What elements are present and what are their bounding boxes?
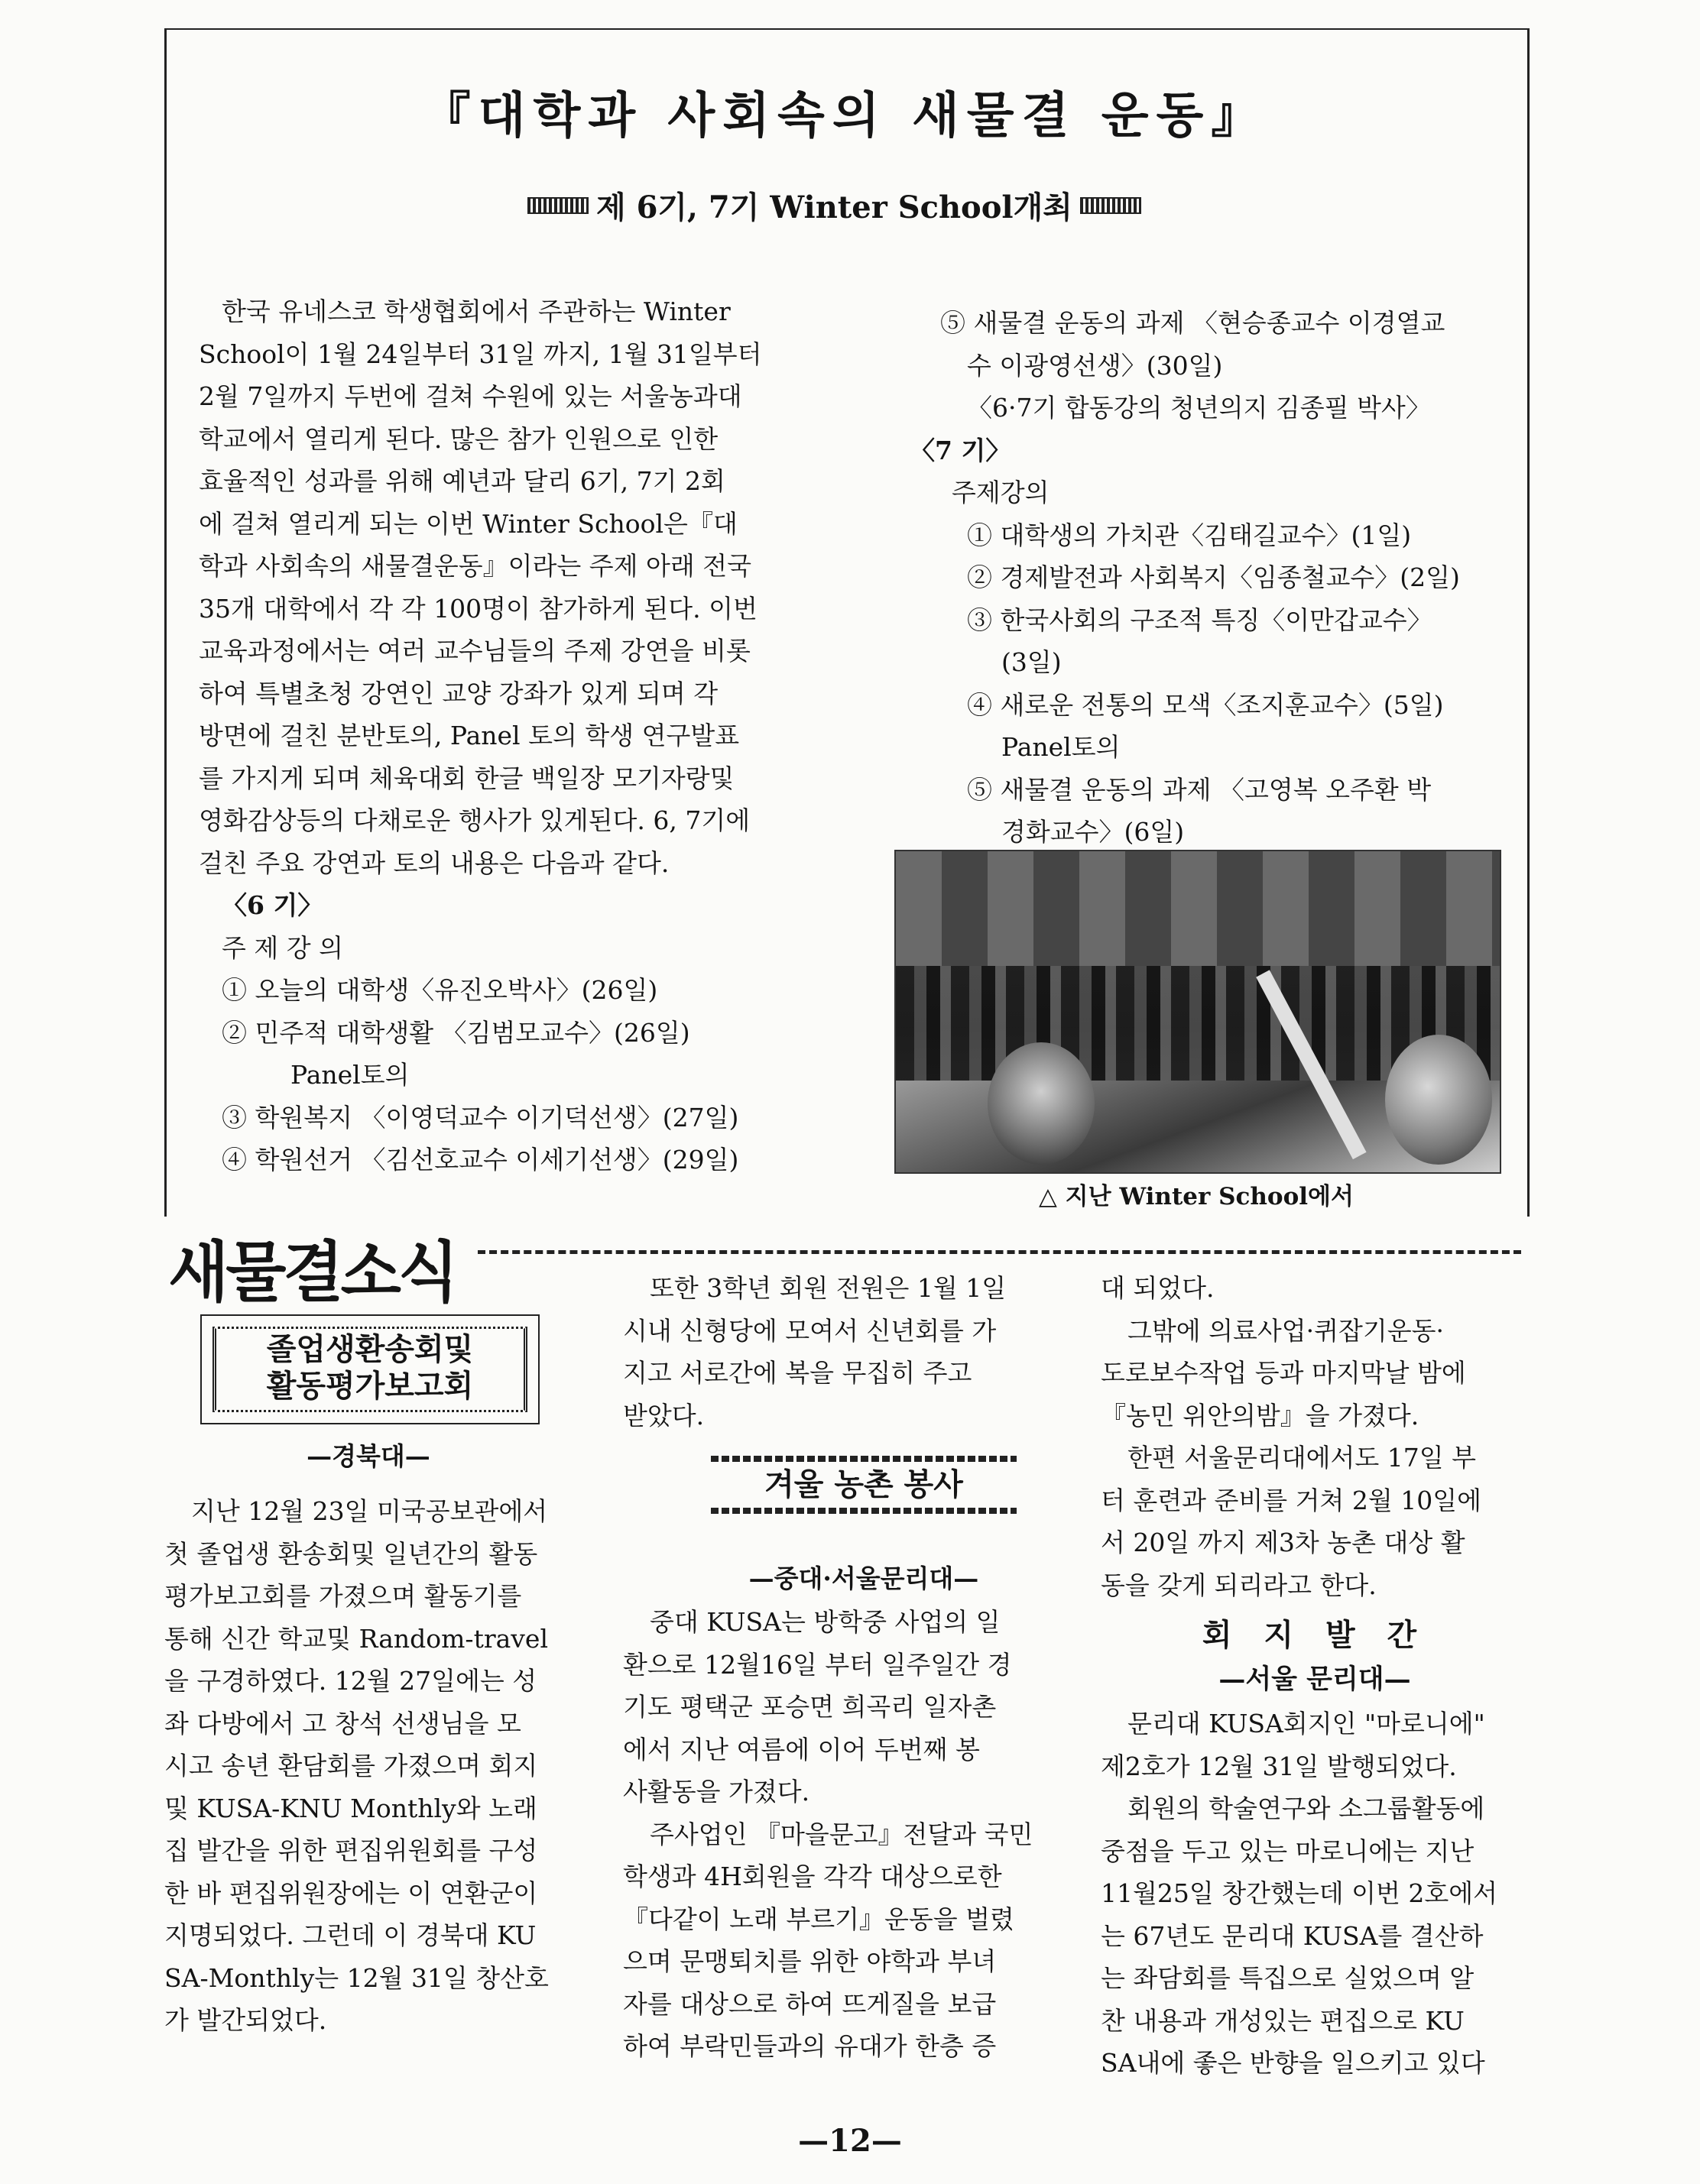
article-line: 및 KUSA-KNU Monthly와 노래 (164, 1793, 537, 1823)
article-line: 터 훈련과 준비를 거쳐 2월 10일에 (1101, 1485, 1481, 1515)
article-line: 가 발간되었다. (164, 2005, 327, 2035)
feature-left-column (199, 290, 826, 1181)
article-line: 자를 대상으로 하여 뜨게질을 보급 (623, 1988, 997, 2019)
article-line: 으며 문맹퇴치를 위한 야학과 부녀 (623, 1946, 997, 1976)
intro-line: 교육과정에서는 여러 교수님들의 주제 강연을 비롯 (199, 636, 751, 666)
gen6-lecture-item: Panel토의 (290, 1060, 410, 1090)
article-line: 통해 신간 학교및 Random-travel (164, 1623, 549, 1654)
gen6-heading: 〈6 기〉 (222, 890, 323, 920)
gen7-lecture-item: ③ 한국사회의 구조적 특징〈이만갑교수〉 (967, 604, 1432, 635)
article-line: 환으로 12월16일 부터 일주일간 경 (623, 1649, 1012, 1680)
article-line: 『다같이 노래 부르기』운동을 벌렸 (623, 1904, 1014, 1934)
gen6-lecture-item: 수 이광영선생〉(30일) (967, 350, 1223, 381)
gen7-lecture-item: ⑤ 새물결 운동의 과제 〈고영복 오주환 박 (967, 774, 1432, 805)
box-title-line: 졸업생환송회및 (266, 1332, 474, 1367)
section-divider (478, 1250, 1521, 1254)
winter-service-byline: —중대·서울문리대— (748, 1563, 979, 1593)
gen6-lecture-item: ③ 학원복지 〈이영덕교수 이기덕선생〉(27일) (222, 1102, 739, 1133)
intro-line: 하여 특별초청 강연인 교양 강좌가 있게 되며 각 (199, 678, 719, 708)
magazine-byline: —서울 문리대— (1218, 1664, 1411, 1695)
article-line: 대 되었다. (1101, 1273, 1215, 1303)
intro-line: 효율적인 성과를 위해 예년과 달리 6기, 7기 2회 (199, 466, 725, 496)
article-line: 서 20일 까지 제3차 농촌 대상 활 (1101, 1528, 1465, 1557)
article-line: 문리대 KUSA회지인 "마로니에" (1127, 1709, 1485, 1738)
gen7-lecture-item: (3일) (1001, 647, 1062, 677)
article-line: 그밖에 의료사업·퀴잡기운동· (1127, 1315, 1445, 1346)
gen7-lecture-item: ② 경제발전과 사회복지〈임종철교수〉(2일) (967, 562, 1460, 592)
photo-caption: △ 지난 Winter School에서 (1039, 1183, 1354, 1210)
article-line: 집 발간을 위한 편집위원회를 구성 (164, 1836, 538, 1865)
article-line: 을 구경하였다. 12월 27일에는 성 (164, 1666, 537, 1696)
article-line: 지명되었다. 그런데 이 경북대 KU (164, 1920, 537, 1950)
dotted-ornament-left (527, 197, 589, 214)
article-line: 중대 KUSA는 방학중 사업의 일 (650, 1607, 1001, 1637)
article-line: 하여 부락민들과의 유대가 한층 증 (623, 2031, 997, 2061)
article-line: 찬 내용과 개성있는 편집으로 KU (1101, 2005, 1465, 2036)
intro-line: School이 1월 24일부터 31일 까지, 1월 31일부터 (199, 339, 762, 369)
farewell-report-title-box (200, 1314, 540, 1424)
winter-service-heading: 겨울 농촌 봉사 (764, 1467, 963, 1502)
article-line: 는 좌담회를 특집으로 실었으며 알 (1101, 1963, 1475, 1993)
feature-right-column (910, 302, 1521, 854)
gen7-lecture-item: ④ 새로운 전통의 모색〈조지훈교수〉(5일) (967, 689, 1444, 720)
article-line: SA-Monthly는 12월 31일 창산호 (164, 1962, 549, 1993)
gen7-heading: 〈7 기〉 (910, 435, 1011, 465)
article-line: 에서 지난 여름에 이어 두번째 봉 (623, 1734, 980, 1764)
article-line: SA내에 좋은 반향을 일으키고 있다 (1101, 2048, 1485, 2078)
article-line: 시내 신형당에 모여서 신년회를 가 (623, 1315, 997, 1346)
gen7-subheading: 주제강의 (952, 478, 1050, 507)
joint-lecture-note: 〈6·7기 합동강의 청년의지 김종필 박사〉 (967, 393, 1431, 423)
intro-line: 영화감상등의 다채로운 행사가 있게된다. 6, 7기에 (199, 805, 751, 835)
gen6-subheading: 주 제 강 의 (222, 932, 343, 963)
article-line: 동을 갖게 되리라고 한다. (1101, 1570, 1377, 1600)
article-line: 기도 평택군 포승면 희곡리 일자촌 (623, 1692, 997, 1722)
gen6-lecture-item: ① 오늘의 대학생〈유진오박사〉(26일) (222, 975, 658, 1005)
article-line: 제2호가 12월 31일 발행되었다. (1101, 1751, 1457, 1781)
article-line: 주사업인 『마을문고』전달과 국민 (650, 1819, 1033, 1849)
article-line: 시고 송년 환담회를 가졌으며 회지 (164, 1751, 538, 1781)
gen7-lecture-item: ① 대학생의 가치관〈김태길교수〉(1일) (967, 520, 1412, 550)
article-line: 한 바 편집위원장에는 이 연환군이 (164, 1878, 538, 1908)
box-title-line: 활동평가보고회 (266, 1369, 474, 1404)
article-line: 좌 다방에서 고 창석 선생님을 모 (164, 1708, 521, 1738)
dotted-ornament-right (1080, 197, 1141, 214)
article-line: 학생과 4H회원을 각각 대상으로한 (623, 1862, 1002, 1891)
winter-school-photo (894, 850, 1501, 1174)
intro-line: 를 가지게 되며 체육대회 한글 백일장 모기자랑및 (199, 763, 735, 793)
feature-headline: 『대학과 사회속의 새물결 운동』 (421, 87, 1268, 144)
article-line: 『농민 위안의밤』을 가졌다. (1101, 1400, 1419, 1431)
article-line: 는 67년도 문리대 KUSA를 결산하 (1101, 1920, 1484, 1951)
article-line: 받았다. (623, 1400, 705, 1431)
article-line: 한편 서울문리대에서도 17일 부 (1127, 1443, 1476, 1473)
gen7-lecture-item: Panel토의 (1001, 732, 1121, 762)
intro-line: 에 걸쳐 열리게 되는 이번 Winter School은『대 (199, 508, 738, 539)
article-line: 도로보수작업 등과 마지막날 밤에 (1101, 1358, 1466, 1388)
intro-line: 2월 7일까지 두번에 걸쳐 수원에 있는 서울농과대 (199, 381, 742, 411)
gen7-lecture-item: 경화교수〉(6일) (1001, 817, 1185, 847)
article-line: 사활동을 가졌다. (623, 1777, 810, 1806)
article-line: 회원의 학술연구와 소그룹활동에 (1127, 1794, 1485, 1823)
winter-service-column (623, 1601, 1051, 2068)
intro-line: 한국 유네스코 학생협회에서 주관하는 Winter (222, 296, 731, 326)
feature-subtitle-row (527, 183, 1185, 229)
intro-line: 방면에 걸친 분반토의, Panel 토의 학생 연구발표 (199, 721, 740, 750)
article-line: 지고 서로간에 복을 무집히 주고 (623, 1358, 972, 1388)
gen6-lecture-item: ② 민주적 대학생활 〈김범모교수〉(26일) (222, 1017, 690, 1048)
article-line: 또한 3학년 회원 전원은 1월 1일 (650, 1273, 1007, 1303)
gen6-lecture-item: ⑤ 새물결 운동의 과제 〈현승종교수 이경열교 (940, 308, 1445, 338)
knu-byline: —경북대— (307, 1441, 430, 1471)
intro-line: 35개 대학에서 각 각 100명이 참가하게 된다. 이번 (199, 593, 758, 624)
intro-line: 학과 사회속의 새물결운동』이라는 주제 아래 전국 (199, 551, 752, 581)
magazine-column (1101, 1703, 1529, 2085)
article-line: 평가보고회를 가졌으며 활동기를 (164, 1581, 522, 1611)
right-column-top (1101, 1267, 1529, 1606)
article-line: 중점을 두고 있는 마로니에는 지난 (1101, 1836, 1475, 1866)
article-line: 11월25일 창간했는데 이번 2호에서 (1101, 1878, 1497, 1908)
middle-column-top (623, 1267, 1051, 1437)
intro-line: 학교에서 열리게 된다. 많은 참가 인원으로 인한 (199, 423, 719, 454)
article-line: 지난 12월 23일 미국공보관에서 (191, 1496, 548, 1526)
gen6-lecture-item: ④ 학원선거 〈김선호교수 이세기선생〉(29일) (222, 1145, 739, 1175)
feature-subtitle: 제 6기, 7기 Winter School개최 (596, 190, 1072, 225)
news-section-logo: 새물결소식 (168, 1234, 456, 1311)
page-number: —12— (798, 2123, 902, 2159)
intro-line: 걸친 주요 강연과 토의 내용은 다음과 같다. (199, 847, 670, 878)
winter-service-title (688, 1456, 1040, 1514)
article-line: 첫 졸업생 환송회및 일년간의 활동 (164, 1538, 538, 1569)
knu-article-column (164, 1490, 592, 2042)
magazine-heading: 회 지 발 간 (1202, 1618, 1428, 1653)
